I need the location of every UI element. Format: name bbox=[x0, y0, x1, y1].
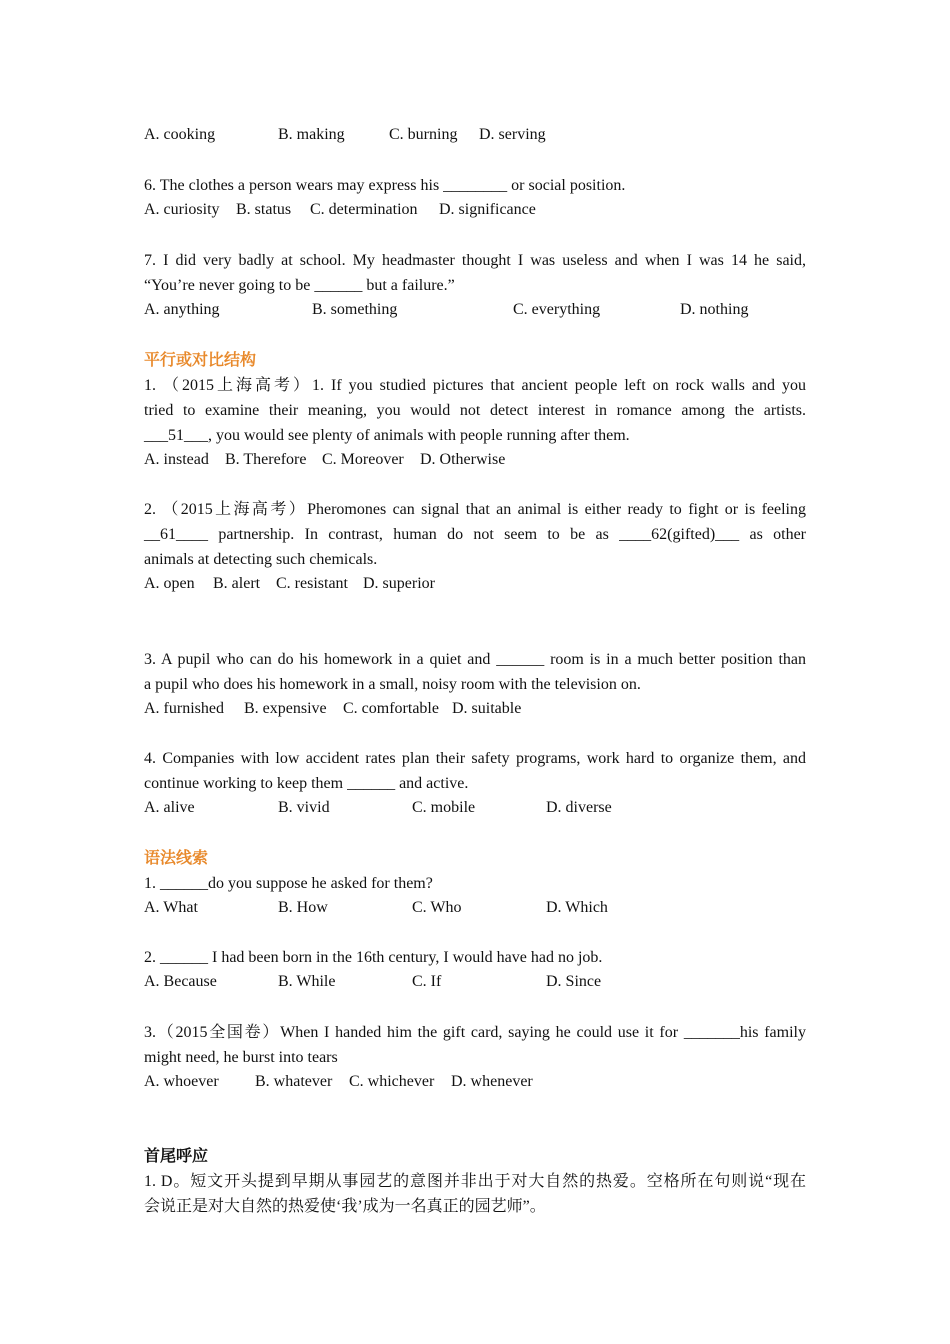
option-b: B. How bbox=[278, 899, 328, 916]
options-row bbox=[144, 201, 806, 221]
option-d: D. superior bbox=[363, 575, 435, 592]
answer-1-line1: 1. D。短文开头提到早期从事园艺的意图并非出于对大自然的热爱。空格所在句则说“现在 bbox=[144, 1173, 806, 1190]
option-a: A. cooking bbox=[144, 126, 216, 143]
grammar-q2-stem: 2. ______ I had been born in the 16th century, I would have had no job. bbox=[144, 949, 603, 966]
parallel-q2-line2: __61____ partnership. In contrast, human do not seem to be as ____62(gifted)___ as other bbox=[144, 526, 806, 543]
options-row bbox=[144, 451, 806, 471]
option-c: C. everything bbox=[513, 301, 601, 318]
option-c: C. determination bbox=[310, 201, 418, 218]
option-a: A. Because bbox=[144, 973, 217, 990]
option-b: B. alert bbox=[213, 575, 261, 592]
grammar-q3-line2: might need, he burst into tears bbox=[144, 1049, 338, 1066]
option-a: A. What bbox=[144, 899, 198, 916]
parallel-q2-line1: 2. （2015上海高考）Pheromones can signal that an animal is either ready to fight or is feeling bbox=[144, 501, 806, 518]
options-row bbox=[144, 700, 806, 720]
option-c: C. If bbox=[412, 973, 442, 990]
answer-1-line2: 会说正是对大自然的热爱使‘我’成为一名真正的园艺师”。 bbox=[144, 1198, 546, 1215]
options-row bbox=[144, 301, 806, 321]
parallel-q4-line2: continue working to keep them ______ and active. bbox=[144, 775, 469, 792]
option-c: C. mobile bbox=[412, 799, 476, 816]
option-c: C. resistant bbox=[276, 575, 348, 592]
option-b: B. Therefore bbox=[225, 451, 307, 468]
parallel-q1-line2: tried to examine their meaning, you would not detect interest in romance among the artists. bbox=[144, 402, 806, 419]
option-d: D. Since bbox=[546, 973, 602, 990]
option-d: D. Otherwise bbox=[420, 451, 506, 468]
option-c: C. comfortable bbox=[343, 700, 439, 717]
option-c: C. Who bbox=[412, 899, 462, 916]
parallel-q1-line3: ___51___, you would see plenty of animals with people running after them. bbox=[144, 427, 630, 444]
parallel-q4-line1: 4. Companies with low accident rates plan their safety programs, work hard to organize them, and bbox=[144, 750, 806, 767]
options-row bbox=[144, 899, 806, 919]
grammar-q3-line1: 3.（2015全国卷）When I handed him the gift card, saying he could use it for _______his family bbox=[144, 1024, 806, 1041]
parallel-q3-line1: 3. A pupil who can do his homework in a quiet and ______ room is in a much better position than bbox=[144, 651, 806, 668]
parallel-q2-line3: animals at detecting such chemicals. bbox=[144, 551, 378, 568]
parallel-q3-line2: a pupil who does his homework in a small, noisy room with the television on. bbox=[144, 676, 641, 693]
option-a: A. alive bbox=[144, 799, 195, 816]
option-a: A. instead bbox=[144, 451, 209, 468]
question-7-line1: 7. I did very badly at school. My headmaster thought I was useless and when I was 14 he said, bbox=[144, 252, 806, 269]
option-b: B. expensive bbox=[244, 700, 327, 717]
option-d: D. significance bbox=[439, 201, 536, 218]
option-d: D. whenever bbox=[451, 1073, 533, 1090]
section-heading-parallel: 平行或对比结构 bbox=[144, 352, 257, 369]
option-a: A. whoever bbox=[144, 1073, 219, 1090]
question-6-stem: 6. The clothes a person wears may express his ________ or social position. bbox=[144, 177, 626, 194]
options-row bbox=[144, 1073, 806, 1093]
option-b: B. making bbox=[278, 126, 345, 143]
option-c: C. whichever bbox=[349, 1073, 435, 1090]
option-b: B. whatever bbox=[255, 1073, 333, 1090]
parallel-q1-line1: 1. （2015上海高考）1. If you studied pictures that ancient people left on rock walls and you bbox=[144, 377, 806, 394]
section-heading-grammar: 语法线索 bbox=[144, 850, 209, 867]
options-row bbox=[144, 126, 806, 146]
option-d: D. suitable bbox=[452, 700, 522, 717]
grammar-q1-stem: 1. ______do you suppose he asked for them? bbox=[144, 875, 433, 892]
option-d: D. diverse bbox=[546, 799, 612, 816]
question-7-line2: “You’re never going to be ______ but a failure.” bbox=[144, 277, 455, 294]
options-row bbox=[144, 799, 806, 819]
option-a: A. anything bbox=[144, 301, 220, 318]
option-d: D. nothing bbox=[680, 301, 749, 318]
option-b: B. vivid bbox=[278, 799, 330, 816]
option-d: D. Which bbox=[546, 899, 608, 916]
option-a: A. open bbox=[144, 575, 195, 592]
option-b: B. While bbox=[278, 973, 336, 990]
options-row bbox=[144, 973, 806, 993]
option-c: C. burning bbox=[389, 126, 458, 143]
option-c: C. Moreover bbox=[322, 451, 404, 468]
options-row bbox=[144, 575, 806, 595]
option-d: D. serving bbox=[479, 126, 546, 143]
option-a: A. furnished bbox=[144, 700, 224, 717]
option-a: A. curiosity bbox=[144, 201, 220, 218]
option-b: B. status bbox=[236, 201, 292, 218]
option-b: B. something bbox=[312, 301, 398, 318]
section-heading-answers: 首尾呼应 bbox=[144, 1148, 209, 1165]
